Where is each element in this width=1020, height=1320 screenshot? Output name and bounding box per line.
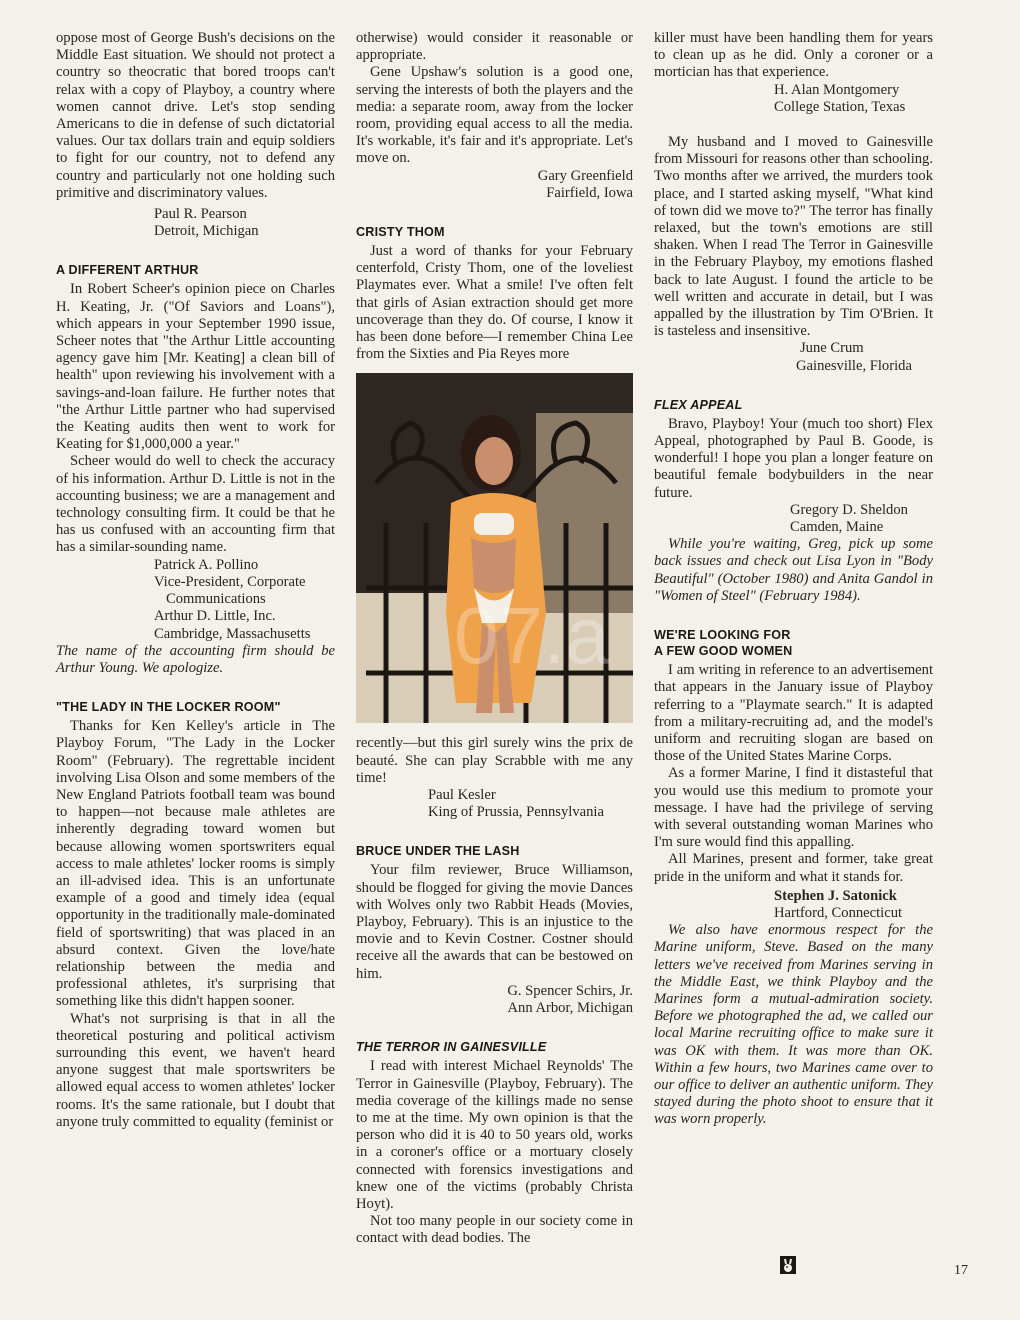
letter-paragraph: Thanks for Ken Kelley's article in The Playboy Forum, "The Lady in the Locker Room" (February). The regrettable incident involving Lisa Olson and some members of the New England Patriots football team was bound to happen—not because male athletes are inherently degrading toward women but because allowing women sportswriters equal access to male athletes' locker rooms is simply an ill-advised idea. This is an unfortunate example of a good and timely idea (equal opportunity in the traditionally male-dominated field of sportswriting) that was placed in an absurd context. Given the love/hate relationship between the media and professional athletes, it's surprising that something like this didn't happen sooner. <box>56 718 335 1010</box>
photo-illustration <box>356 373 633 723</box>
letter-paragraph: oppose most of George Bush's decisions on the Middle East situation. We should not protect a country so theocratic that bored troops can't relax with a copy of Playboy, a country where women cannot drive. Let's stop sending Americans to die in defense of such dictatorial values. Our tax dollars train and equip soldiers to fight for our country, not to defend any country and particularly not one holding such primitive and discriminatory values. <box>56 30 335 201</box>
page-number: 17 <box>954 1263 968 1278</box>
signature-place: Detroit, Michigan <box>154 223 259 240</box>
signature-place: Camden, Maine <box>790 519 884 536</box>
signature-org: Arthur D. Little, Inc. <box>154 608 276 625</box>
letter-paragraph: Your film reviewer, Bruce Williamson, should be flogged for giving the movie Dances with Wolves only two Rabbit Heads (Movies, Playboy, February). This is an injustice to the movie and to Kevin Costner. Costner should receive all the awards that can be bestowed on him. <box>356 862 633 982</box>
section-heading: CRISTY THOM <box>356 225 445 240</box>
centerfold-photo <box>356 373 633 723</box>
signature-name: G. Spencer Schirs, Jr. <box>507 982 633 999</box>
letter-paragraph: All Marines, present and former, take great pride in the uniform and what it stands for. <box>654 851 933 885</box>
letter-paragraph: My husband and I moved to Gainesville from Missouri for reasons other than schooling. Two months after we arrived, the murders took place, and I started asking myself, "What kind of town did we move to?" The terror has finally relaxed, but the town's emotions are still shaken. When I read The Terror in Gainesville in the February Playboy, my emotions flashed back to late August. I found the article to be well written and accurate in detail, but I was appalled by the illustration by Tim O'Brien. It is tasteless and insensitive. <box>654 134 933 340</box>
section-heading: A DIFFERENT ARTHUR <box>56 263 199 278</box>
letter-paragraph: recently—but this girl surely wins the prix de beauté. She can play Scrabble with me any time! <box>356 735 633 786</box>
signature-place: Fairfield, Iowa <box>546 184 633 201</box>
section-heading: THE TERROR IN GAINESVILLE <box>356 1040 547 1055</box>
signature-place: Hartford, Connecticut <box>774 904 903 921</box>
signature-name: H. Alan Montgomery <box>774 81 900 98</box>
letter-paragraph: I read with interest Michael Reynolds' The Terror in Gainesville (Playboy, February). The media coverage of the killings made no sense to me at the time. My own opinion is that the person who did it is 40 to 50 years old, works in a coroner's office or a mortuary closely connected with forensics investigations and knew one of the victims (probably Christa Hoyt). <box>356 1058 633 1212</box>
rabbit-head-icon <box>780 1256 796 1279</box>
section-heading: "THE LADY IN THE LOCKER ROOM" <box>56 700 281 715</box>
signature-place: College Station, Texas <box>774 98 906 115</box>
letter-paragraph: I am writing in reference to an advertisement that appears in the January issue of Playboy referring to a "Playmate search." It is adapted from a military-recruiting ad, and the model's uniform and recruiting slogan are based on those of the United States Marine Corps. <box>654 662 933 765</box>
signature-place: Gainesville, Florida <box>796 357 912 374</box>
letter-paragraph: Gene Upshaw's solution is a good one, serving the interests of both the players and the media: a separate room, away from the locker room, providing equal access to all the media. It's workable, it's fair and it's appropriate. Let's move on. <box>356 64 633 167</box>
letter-paragraph: killer must have been handling them for years to clean up as he did. Only a coroner or a mortician has that experience. <box>654 30 933 81</box>
letter-paragraph: Not too many people in our society come in contact with dead bodies. The <box>356 1213 633 1247</box>
letter-paragraph: In Robert Scheer's opinion piece on Charles H. Keating, Jr. ("Of Saviors and Loans"), which appears in your September 1990 issue, Scheer notes that "the Arthur Little accounting agency gave him [Mr. Keating] a clean bill of health" upon reviewing his involvement with a savings-and-loan failure. He further notes that "the Arthur Little partner who had supervised the Keating audits then went to work for Keating for $1,000,000 a year." <box>56 281 335 453</box>
signature-place: Ann Arbor, Michigan <box>507 1000 633 1017</box>
signature-title: Vice-President, Corporate <box>154 573 306 590</box>
signature-place: King of Prussia, Pennsylvania <box>428 804 604 821</box>
section-heading: BRUCE UNDER THE LASH <box>356 844 520 859</box>
section-heading: A FEW GOOD WOMEN <box>654 644 793 659</box>
letter-paragraph: otherwise) would consider it reasonable or appropriate. <box>356 30 633 64</box>
editor-reply: The name of the accounting firm should be Arthur Young. We apologize. <box>56 642 335 676</box>
signature-name: June Crum <box>800 340 864 357</box>
column-1 <box>56 30 335 1131</box>
letter-paragraph: Scheer would do well to check the accuracy of his information. Arthur D. Little is not in the accounting business; we are a management and technology consulting firm. It could be that he has us confused with an accounting firm that has a similar-sounding name. <box>56 453 335 556</box>
photo-watermark: 07.a <box>454 591 610 681</box>
signature-name: Gary Greenfield <box>537 167 633 184</box>
column-3 <box>654 30 933 1129</box>
signature-name: Stephen J. Satonick <box>774 887 897 904</box>
letter-paragraph: Bravo, Playboy! Your (much too short) Flex Appeal, photographed by Paul B. Goode, is wonderful! I hope you plan a longer feature on beautiful female bodybuilders in the near future. <box>654 415 933 501</box>
signature-name: Gregory D. Sheldon <box>790 501 908 518</box>
signature-name: Patrick A. Pollino <box>154 556 259 573</box>
signature-name: Paul R. Pearson <box>154 206 247 223</box>
letter-paragraph: As a former Marine, I find it distasteful that you would use this medium to promote your message. I have had the privilege of serving with several outstanding woman Marines who I'm sure would find this appalling. <box>654 765 933 851</box>
letter-paragraph: What's not surprising is that in all the theoretical posturing and political activism surrounding this event, we haven't heard anyone suggest that male sportswriters be allowed equal access to women athletes' locker rooms. It's the same rationale, but I doubt that anyone truly committed to equality (feminist or <box>56 1010 335 1130</box>
signature-place: Cambridge, Massachusetts <box>154 625 311 642</box>
signature-name: Paul Kesler <box>428 787 496 804</box>
editor-reply: While you're waiting, Greg, pick up some back issues and check out Lisa Lyon in "Body Beautiful" (October 1980) and Anita Gandol in "Women of Steel" (February 1984). <box>654 536 933 604</box>
section-heading: WE'RE LOOKING FOR <box>654 628 791 643</box>
editor-reply: We also have enormous respect for the Marine uniform, Steve. Based on the many letters we've received from Marines serving in the Middle East, we think Playboy and the Marines form a mutual-admiration society. Before we photographed the ad, we called our local Marine recruiting office to make sure it was OK with them. It was more than OK. Within a few hours, two Marines came over to our office to deliver an authentic uniform. They stayed during the photo shoot to ensure that it was worn properly. <box>654 922 933 1128</box>
column-2 <box>356 30 633 1248</box>
section-heading: FLEX APPEAL <box>654 397 743 412</box>
letter-paragraph: Just a word of thanks for your February centerfold, Cristy Thom, one of the loveliest Playmates ever. What a smile! I've often felt that girls of Asian extraction should get more uncoverage than they do. Of course, I know it has been done before—I remember China Lee from the Sixties and Pia Reyes more <box>356 243 633 363</box>
signature-title: Communications <box>166 591 266 608</box>
